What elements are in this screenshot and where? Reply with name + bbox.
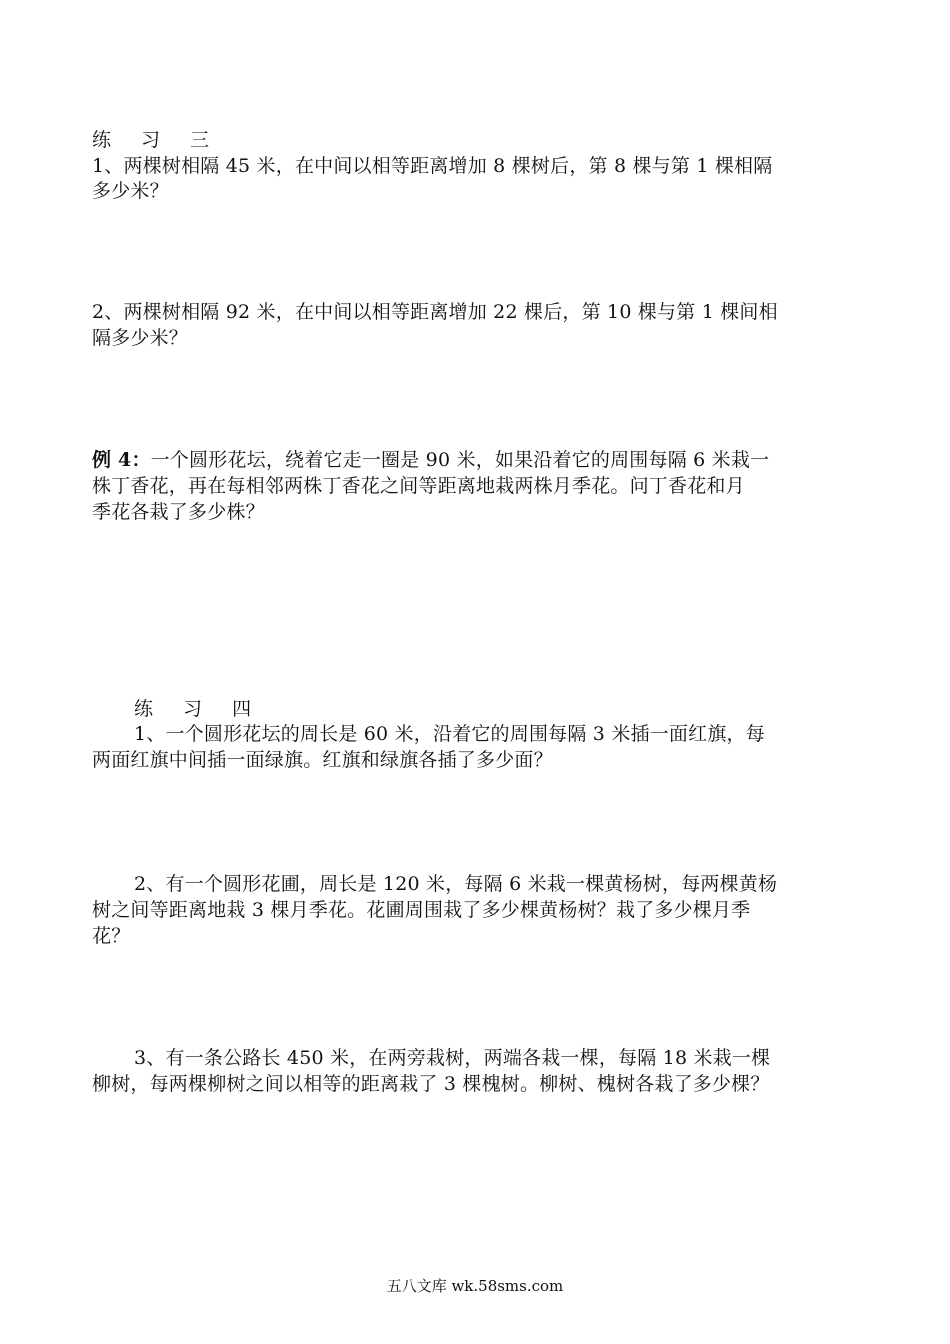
example-4-line-1 <box>92 448 872 473</box>
section-4-title: 练 习 四 <box>134 698 264 720</box>
example-4-line-2: 株丁香花，再在每相邻两株丁香花之间等距离地栽两株月季花。问丁香花和月 <box>92 475 745 497</box>
section-3-question-1-line-2: 多少米？ <box>92 180 169 202</box>
section-4-question-1-line-2: 两面红旗中间插一面绿旗。红旗和绿旗各插了多少面？ <box>92 749 553 771</box>
section-4-question-2-line-2: 树之间等距离地栽 3 棵月季花。花圃周围栽了多少棵黄杨树？栽了多少棵月季 <box>92 899 751 921</box>
section-3-title: 练 习 三 <box>92 129 222 151</box>
section-4-question-2-line-1: 2、有一个圆形花圃，周长是 120 米，每隔 6 米栽一棵黄杨树，每两棵黄杨 <box>134 873 778 895</box>
example-4-label: 例 4 <box>92 449 132 471</box>
section-4-question-2-line-3: 花？ <box>92 925 131 947</box>
example-4-text-1: 一个圆形花坛，绕着它走一圈是 90 米，如果沿着它的周围每隔 6 米栽一 <box>150 449 770 471</box>
section-3-question-2-line-2: 隔多少米？ <box>92 327 189 349</box>
footer-watermark: 五八文库 wk.58sms.com <box>386 1277 564 1295</box>
section-3-question-2-line-1: 2、两棵树相隔 92 米，在中间以相等距离增加 22 棵后，第 10 棵与第 1 棵间相 <box>92 301 778 323</box>
section-4-question-3-line-1: 3、有一条公路长 450 米，在两旁栽树，两端各栽一棵，每隔 18 米栽一棵 <box>134 1047 771 1069</box>
section-4-question-1-line-1: 1、一个圆形花坛的周长是 60 米，沿着它的周围每隔 3 米插一面红旗，每 <box>134 723 765 745</box>
example-4-colon: ： <box>131 449 151 471</box>
section-4-question-3-line-2: 柳树，每两棵柳树之间以相等的距离栽了 3 棵槐树。柳树、槐树各栽了多少棵？ <box>92 1073 770 1095</box>
example-4-line-3: 季花各栽了多少株？ <box>92 501 265 523</box>
section-3-question-1-line-1: 1、两棵树相隔 45 米，在中间以相等距离增加 8 棵树后，第 8 棵与第 1 棵相隔 <box>92 155 773 177</box>
